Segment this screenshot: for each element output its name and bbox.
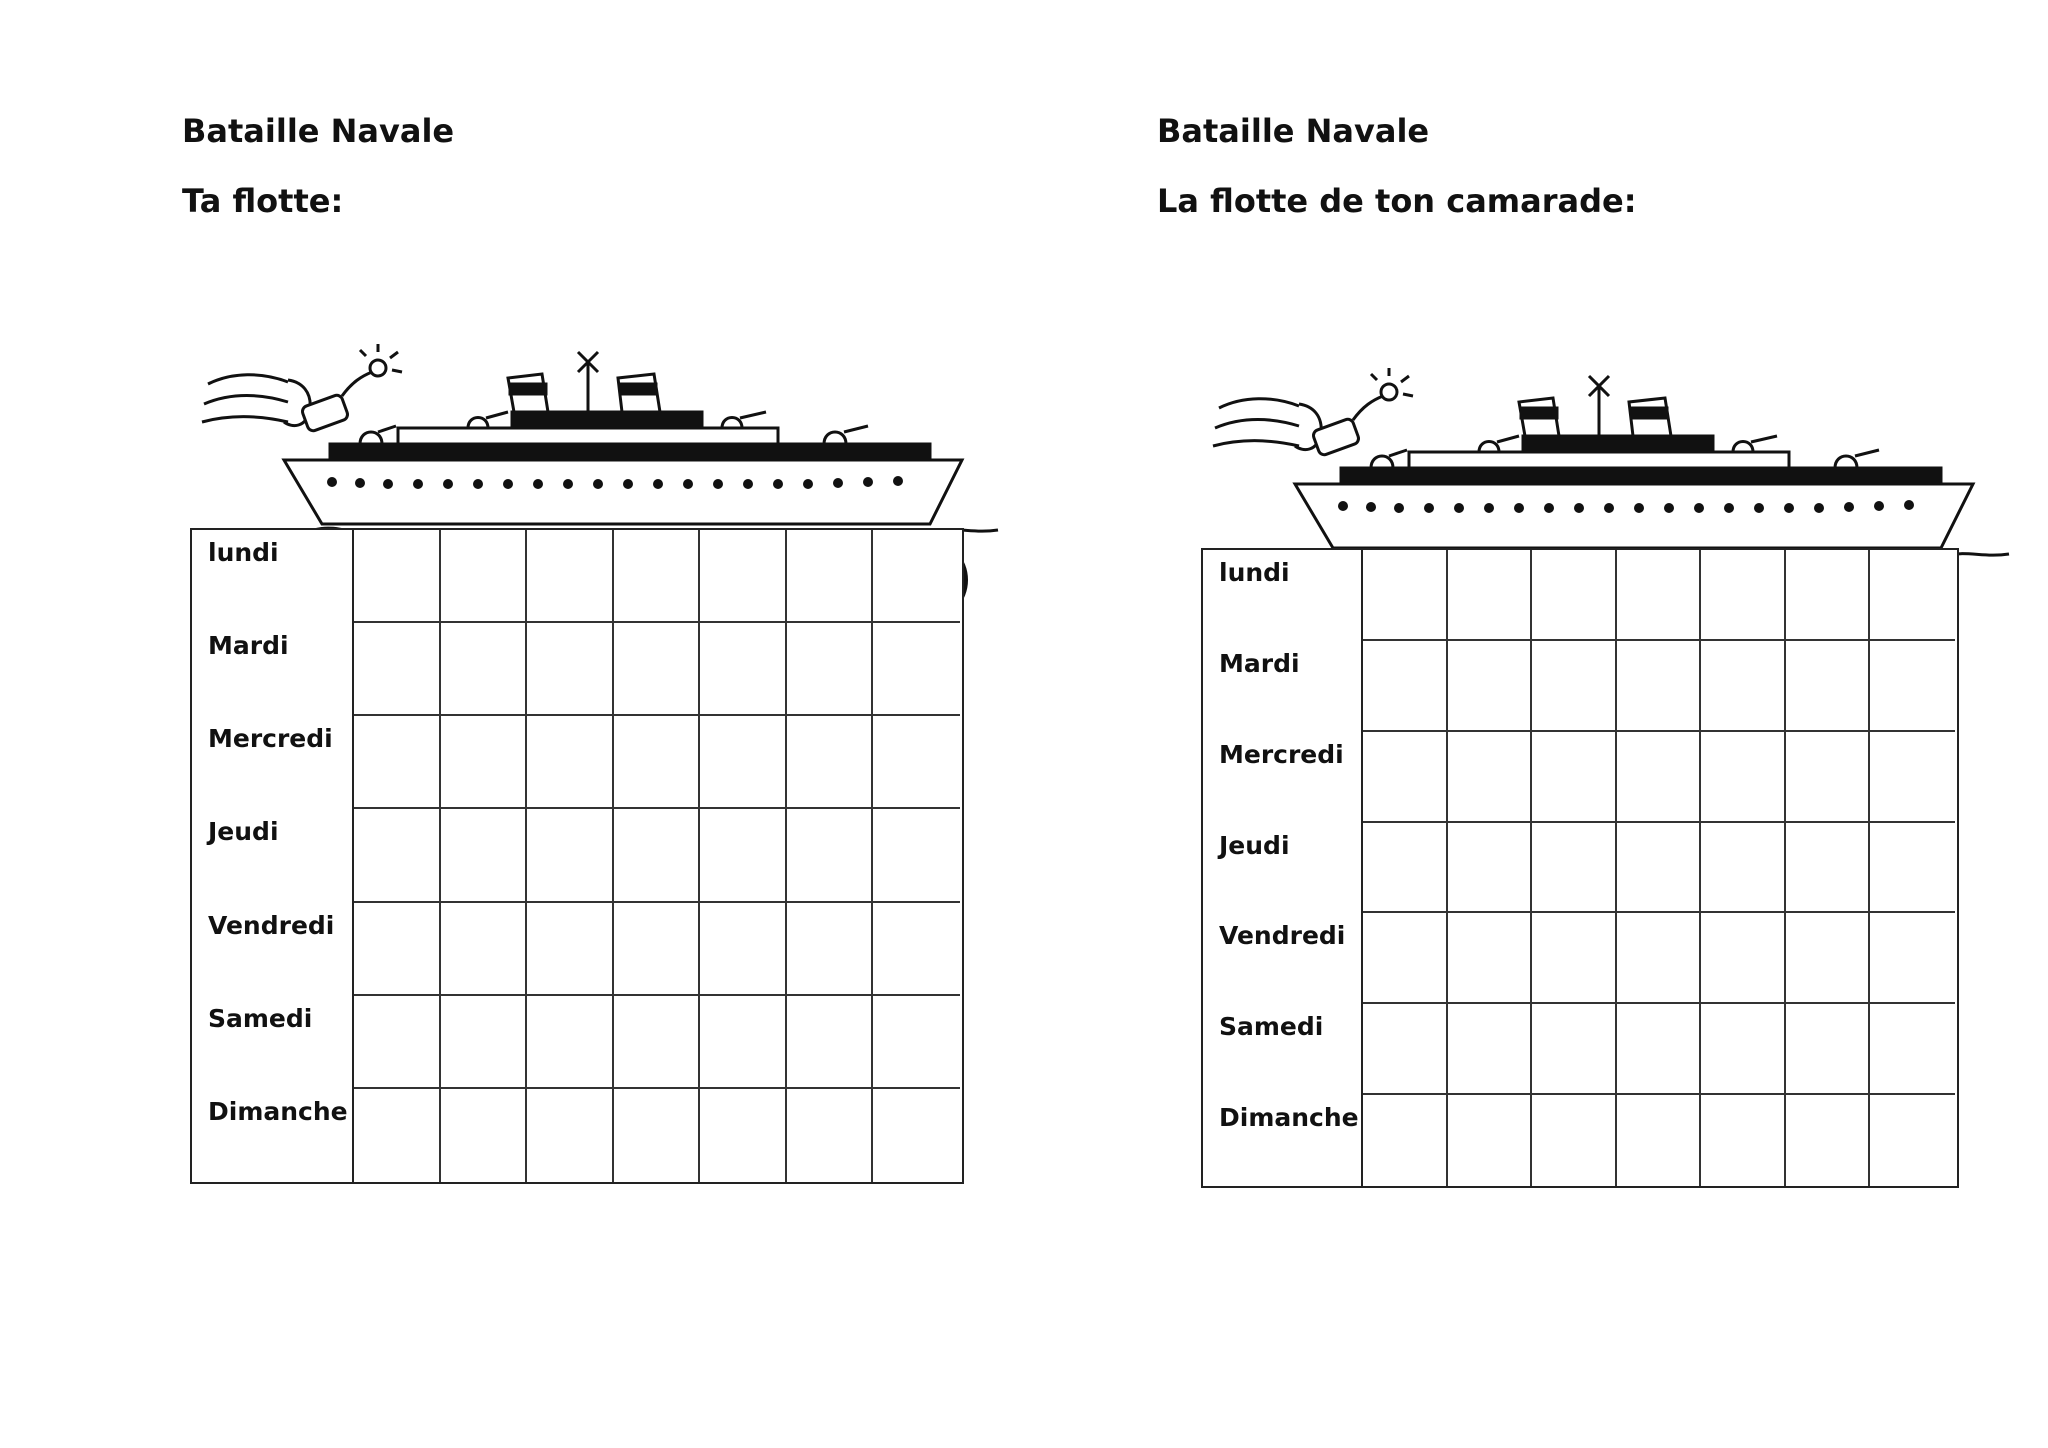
- grid-cell[interactable]: [700, 903, 787, 996]
- grid-cell[interactable]: [873, 1089, 960, 1182]
- grid-cell[interactable]: [787, 623, 874, 716]
- grid-cell[interactable]: [873, 809, 960, 902]
- right-title: Bataille Navale: [1157, 112, 1430, 150]
- grid-cell[interactable]: [614, 996, 701, 1089]
- grid-cell[interactable]: [1870, 1004, 1955, 1095]
- grid-cell[interactable]: [1617, 1004, 1702, 1095]
- grid-cell[interactable]: [1870, 550, 1955, 641]
- grid-cell[interactable]: [354, 623, 441, 716]
- grid-cell[interactable]: [1363, 1095, 1448, 1186]
- grid-cell[interactable]: [354, 903, 441, 996]
- grid-cell[interactable]: [1448, 823, 1533, 914]
- grid-cell[interactable]: [614, 1089, 701, 1182]
- grid-cell[interactable]: [441, 996, 528, 1089]
- grid-cell[interactable]: [1617, 913, 1702, 1004]
- grid-cell[interactable]: [354, 996, 441, 1089]
- day-label: Vendredi: [1219, 921, 1346, 951]
- grid-cell[interactable]: [614, 623, 701, 716]
- right-day-column: [1203, 550, 1363, 1186]
- day-label: Samedi: [208, 1003, 313, 1033]
- grid-cell[interactable]: [527, 716, 614, 809]
- grid-cell[interactable]: [1532, 1004, 1617, 1095]
- grid-cell[interactable]: [1786, 1095, 1871, 1186]
- grid-cell[interactable]: [1701, 1004, 1786, 1095]
- grid-cell[interactable]: [1448, 550, 1533, 641]
- left-day-column: [192, 530, 354, 1182]
- grid-cell[interactable]: [700, 716, 787, 809]
- grid-cell[interactable]: [787, 996, 874, 1089]
- left-board: [190, 528, 964, 1184]
- day-label: Mercredi: [1219, 739, 1344, 769]
- grid-cell[interactable]: [1617, 732, 1702, 823]
- grid-cell[interactable]: [873, 623, 960, 716]
- grid-cell[interactable]: [787, 809, 874, 902]
- day-label: Vendredi: [208, 910, 335, 940]
- grid-cell[interactable]: [527, 903, 614, 996]
- grid-cell[interactable]: [614, 530, 701, 623]
- grid-cell[interactable]: [1786, 913, 1871, 1004]
- grid-cell[interactable]: [1870, 641, 1955, 732]
- day-label: Dimanche: [1219, 1103, 1359, 1133]
- grid-cell[interactable]: [354, 1089, 441, 1182]
- grid-cell[interactable]: [354, 530, 441, 623]
- grid-cell[interactable]: [1870, 913, 1955, 1004]
- hand-with-bomb-icon: [202, 344, 402, 432]
- grid-cell[interactable]: [1617, 823, 1702, 914]
- grid-cell[interactable]: [1786, 550, 1871, 641]
- grid-cell[interactable]: [1363, 1004, 1448, 1095]
- grid-cell[interactable]: [1701, 913, 1786, 1004]
- right-subtitle: La flotte de ton camarade:: [1157, 182, 1637, 220]
- grid-cell[interactable]: [1448, 913, 1533, 1004]
- grid-cell[interactable]: [1532, 732, 1617, 823]
- grid-cell[interactable]: [1532, 1095, 1617, 1186]
- grid-cell[interactable]: [873, 996, 960, 1089]
- grid-cell[interactable]: [1617, 1095, 1702, 1186]
- day-label: Jeudi: [1219, 830, 1290, 860]
- hand-with-bomb-icon: [1213, 368, 1413, 456]
- grid-cell[interactable]: [787, 1089, 874, 1182]
- grid-cell[interactable]: [873, 530, 960, 623]
- left-subtitle: Ta flotte:: [182, 182, 344, 220]
- left-title: Bataille Navale: [182, 112, 455, 150]
- grid-cell[interactable]: [354, 716, 441, 809]
- grid-cell[interactable]: [700, 996, 787, 1089]
- grid-cell[interactable]: [1363, 550, 1448, 641]
- grid-cell[interactable]: [787, 903, 874, 996]
- grid-cell[interactable]: [873, 716, 960, 809]
- grid-cell[interactable]: [787, 530, 874, 623]
- grid-cell[interactable]: [1532, 823, 1617, 914]
- grid-cell[interactable]: [700, 809, 787, 902]
- grid-cell[interactable]: [1701, 823, 1786, 914]
- day-label: Mardi: [208, 631, 289, 661]
- grid-cell[interactable]: [527, 809, 614, 902]
- grid-cell[interactable]: [614, 809, 701, 902]
- grid-cell[interactable]: [700, 530, 787, 623]
- ship-hull: [1295, 376, 1973, 548]
- grid-cell[interactable]: [441, 1089, 528, 1182]
- grid-cell[interactable]: [354, 809, 441, 902]
- grid-cell[interactable]: [873, 903, 960, 996]
- grid-cell[interactable]: [1701, 550, 1786, 641]
- grid-cell[interactable]: [441, 903, 528, 996]
- grid-cell[interactable]: [527, 1089, 614, 1182]
- grid-cell[interactable]: [614, 716, 701, 809]
- grid-cell[interactable]: [1786, 823, 1871, 914]
- grid-cell[interactable]: [1448, 641, 1533, 732]
- grid-cell[interactable]: [1363, 913, 1448, 1004]
- day-label: Samedi: [1219, 1012, 1324, 1042]
- day-label: Mardi: [1219, 648, 1300, 678]
- right-board: [1201, 548, 1959, 1188]
- grid-cell[interactable]: [1448, 732, 1533, 823]
- grid-cell[interactable]: [700, 623, 787, 716]
- grid-cell[interactable]: [1448, 1004, 1533, 1095]
- grid-cell[interactable]: [1363, 641, 1448, 732]
- grid-cell[interactable]: [1617, 550, 1702, 641]
- day-label: lundi: [1219, 558, 1290, 587]
- grid-cell[interactable]: [441, 530, 528, 623]
- grid-cell[interactable]: [1363, 732, 1448, 823]
- grid-cell[interactable]: [1870, 1095, 1955, 1186]
- left-grid: [354, 530, 960, 1182]
- grid-cell[interactable]: [1701, 641, 1786, 732]
- grid-cell[interactable]: [787, 716, 874, 809]
- grid-cell[interactable]: [1701, 732, 1786, 823]
- grid-cell[interactable]: [1870, 732, 1955, 823]
- day-label: Jeudi: [208, 817, 279, 847]
- grid-cell[interactable]: [614, 903, 701, 996]
- grid-cell[interactable]: [441, 623, 528, 716]
- grid-cell[interactable]: [1786, 732, 1871, 823]
- grid-cell[interactable]: [1448, 1095, 1533, 1186]
- grid-cell[interactable]: [1786, 1004, 1871, 1095]
- grid-cell[interactable]: [1786, 641, 1871, 732]
- grid-cell[interactable]: [1532, 641, 1617, 732]
- day-label: lundi: [208, 538, 279, 567]
- grid-cell[interactable]: [1701, 1095, 1786, 1186]
- grid-cell[interactable]: [1617, 641, 1702, 732]
- grid-cell[interactable]: [527, 530, 614, 623]
- grid-cell[interactable]: [1532, 913, 1617, 1004]
- ship-hull: [284, 352, 962, 524]
- grid-cell[interactable]: [527, 996, 614, 1089]
- right-grid: [1363, 550, 1955, 1186]
- grid-cell[interactable]: [441, 809, 528, 902]
- day-label: Dimanche: [208, 1096, 348, 1126]
- grid-cell[interactable]: [1532, 550, 1617, 641]
- grid-cell[interactable]: [441, 716, 528, 809]
- grid-cell[interactable]: [1870, 823, 1955, 914]
- day-label: Mercredi: [208, 724, 333, 754]
- grid-cell[interactable]: [700, 1089, 787, 1182]
- grid-cell[interactable]: [527, 623, 614, 716]
- grid-cell[interactable]: [1363, 823, 1448, 914]
